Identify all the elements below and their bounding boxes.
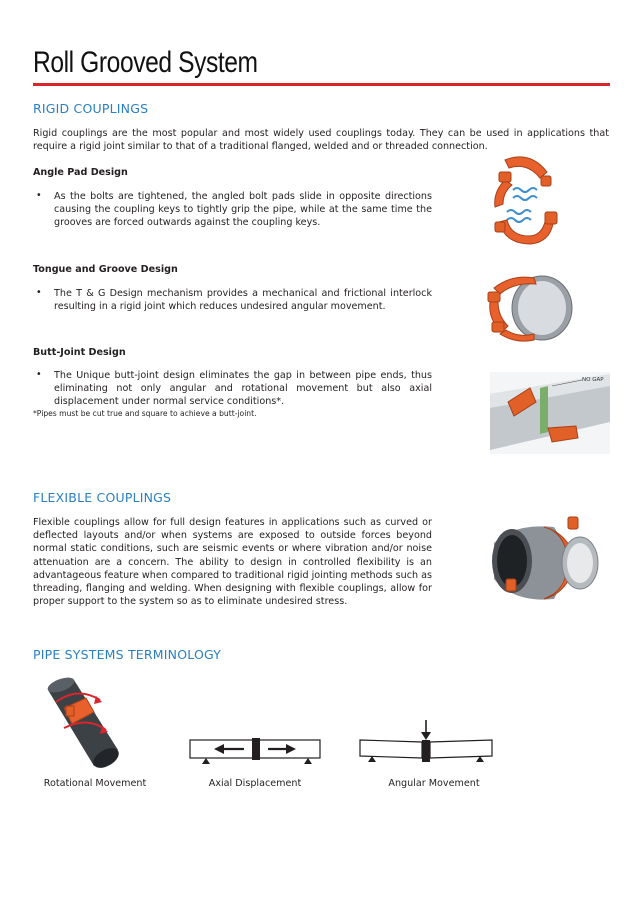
flexible-couplings-heading: FLEXIBLE COUPLINGS — [33, 490, 172, 505]
tongue-groove-coupling-image — [484, 268, 578, 346]
butt-joint-image — [490, 372, 610, 454]
butt-joint-footnote: *Pipes must be cut true and square to achieve a butt-joint. — [33, 409, 257, 418]
rigid-couplings-heading: RIGID COUPLINGS — [33, 101, 149, 116]
angle-pad-title: Angle Pad Design — [33, 167, 128, 178]
rotational-movement-illustration — [42, 676, 132, 774]
no-gap-label: NO GAP — [582, 377, 604, 383]
angle-pad-coupling-image — [485, 152, 563, 252]
butt-joint-text: The Unique butt-joint design eliminates the gap in between pipe ends, thus eliminating not only angular and rotational movement but also axial displacement under normal service conditions*. — [54, 370, 432, 408]
title-underline — [33, 83, 610, 86]
angular-movement-label: Angular Movement — [388, 778, 480, 789]
rotational-movement-label: Rotational Movement — [43, 778, 147, 789]
flexible-coupling-image — [484, 513, 604, 609]
tongue-groove-title: Tongue and Groove Design — [33, 264, 178, 275]
bullet-point: • — [36, 369, 42, 380]
rigid-couplings-intro: Rigid couplings are the most popular and most widely used couplings today. They can be used in applications that require a rigid joint similar to that of a traditional flanged, welded and or threaded connection. — [33, 128, 609, 153]
bullet-point: • — [36, 287, 42, 298]
terminology-heading: PIPE SYSTEMS TERMINOLOGY — [33, 647, 222, 662]
angular-movement-diagram — [358, 718, 494, 768]
axial-displacement-diagram — [188, 734, 322, 768]
page-title: Roll Grooved System — [33, 46, 258, 79]
axial-displacement-label: Axial Displacement — [208, 778, 302, 789]
tongue-groove-text: The T & G Design mechanism provides a mechanical and frictional interlock resulting in a rigid joint which reduces undesired angular movement. — [54, 288, 432, 313]
angle-pad-text: As the bolts are tightened, the angled bolt pads slide in opposite directions causing the coupling keys to tightly grip the pipe, while at the same time the grooves are forced outwards against the coupling keys. — [54, 191, 432, 229]
flexible-couplings-text: Flexible couplings allow for full design features in applications such as curved or deflected layouts and/or when systems are exposed to outside forces beyond normal static conditions, such are seismic events or where vibration and/or noise attenuation are a concern. The ability to design in controlled flexibility is an advantageous feature when compared to traditional rigid jointing methods such as threading, flanging and welding. When designing with flexible couplings, allow for proper support to the system so as to eliminate undesired stress. — [33, 517, 432, 608]
bullet-point: • — [36, 190, 42, 201]
butt-joint-title: Butt-Joint Design — [33, 347, 126, 358]
